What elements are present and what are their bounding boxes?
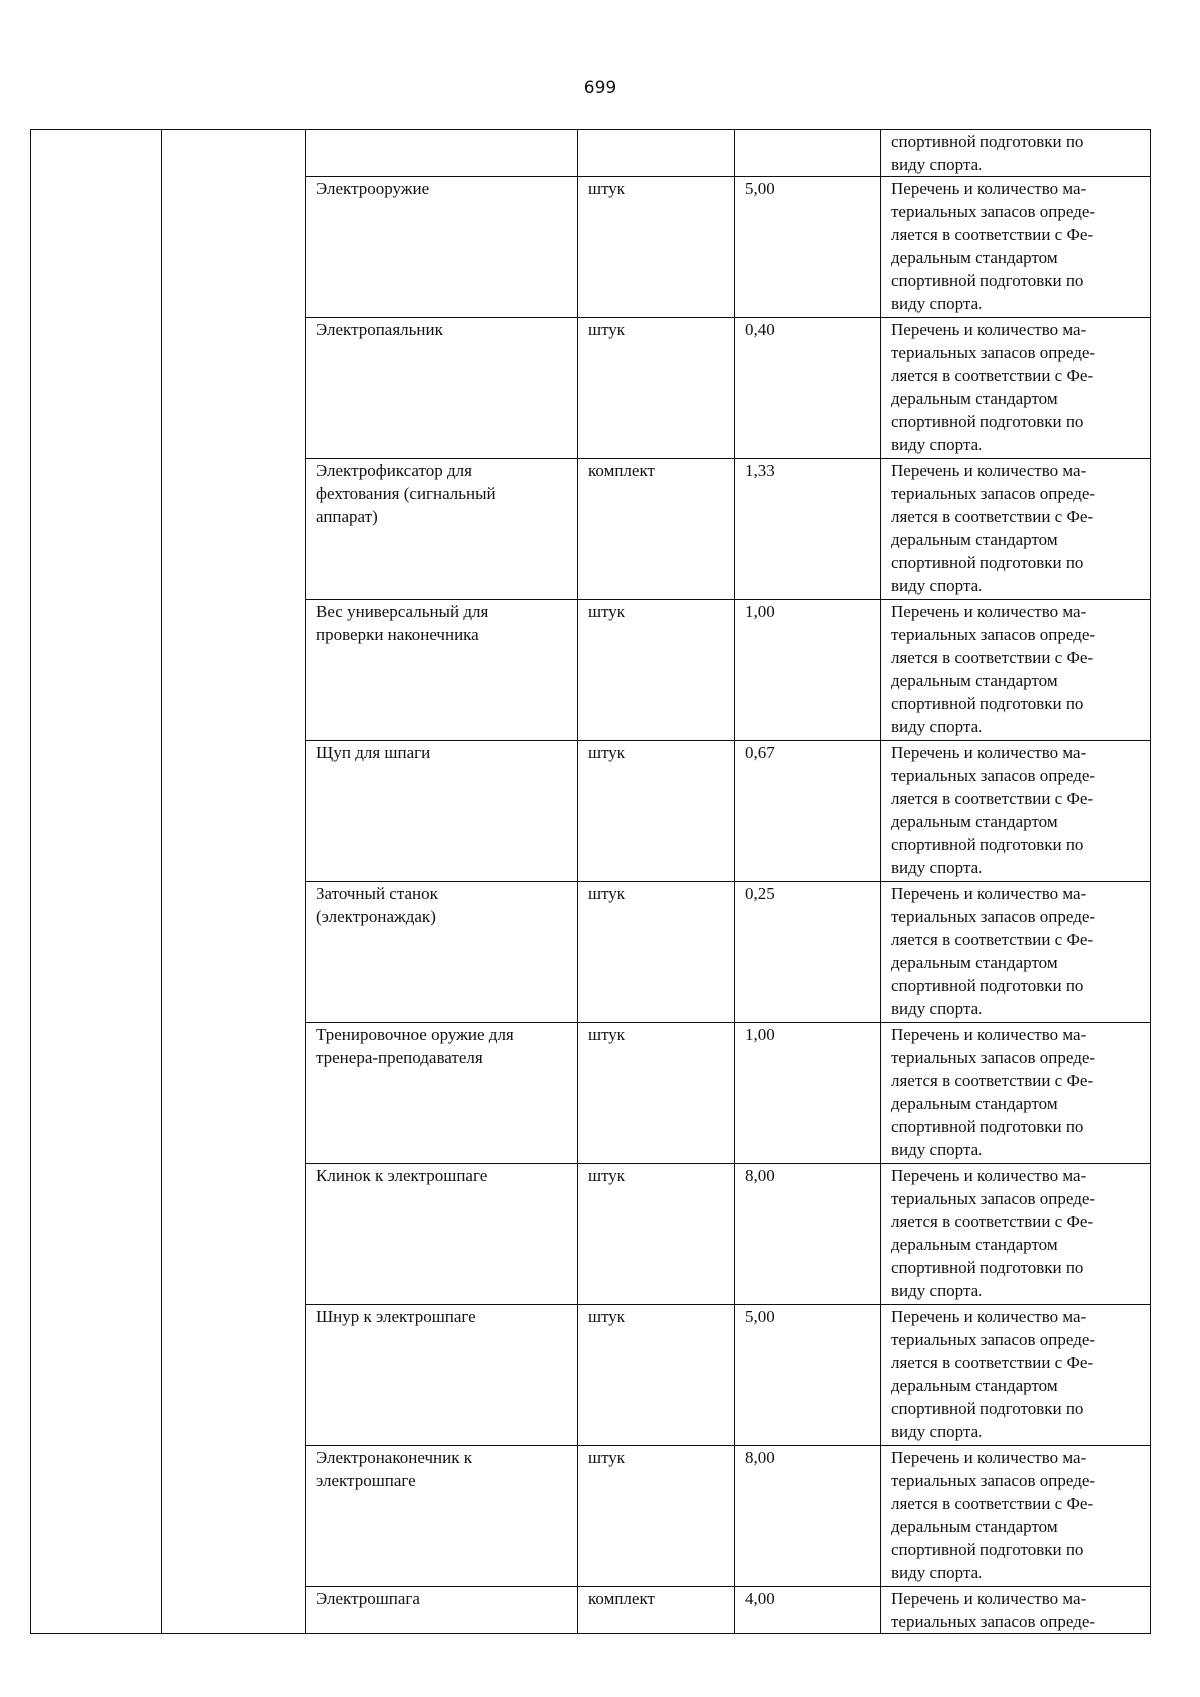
- note-line: виду спорта.: [891, 717, 983, 736]
- note-line: ляется в соответствии с Фе-: [891, 1494, 1094, 1513]
- note-line: ляется в соответствии с Фе-: [891, 1212, 1094, 1231]
- note-line: Перечень и количество ма-: [891, 320, 1087, 339]
- unit-cell: штук: [578, 177, 735, 318]
- note-line: виду спорта.: [891, 858, 983, 877]
- name-cell: [306, 177, 578, 318]
- item-name-line: аппарат): [316, 507, 378, 526]
- note-line: ляется в соответствии с Фе-: [891, 789, 1094, 808]
- note-line: спортивной подготовки по: [891, 412, 1084, 431]
- note-line: Перечень и количество ма-: [891, 602, 1087, 621]
- quantity-cell: 0,40: [735, 318, 881, 459]
- note-line: ляется в соответствии с Фе-: [891, 507, 1094, 526]
- note-cell: [881, 1164, 1151, 1305]
- name-cell: [306, 1446, 578, 1587]
- note-line: ляется в соответствии с Фе-: [891, 366, 1094, 385]
- note-line: спортивной подготовки по: [891, 1117, 1084, 1136]
- item-name-line: Шнур к электрошпаге: [316, 1307, 476, 1326]
- note-line: териальных запасов опреде-: [891, 202, 1096, 221]
- continuation-row: [31, 130, 1151, 177]
- item-name-line: Вес универсальный для: [316, 602, 489, 621]
- unit-cell: штук: [578, 882, 735, 1023]
- note-line: деральным стандартом: [891, 671, 1058, 690]
- name-cell: [306, 1023, 578, 1164]
- note-line: ляется в соответствии с Фе-: [891, 1353, 1094, 1372]
- note-line: териальных запасов опреде-: [891, 907, 1096, 926]
- item-name-line: фехтования (сигнальный: [316, 484, 496, 503]
- name-cell: [306, 459, 578, 600]
- quantity-cell: 5,00: [735, 177, 881, 318]
- note-line: виду спорта.: [891, 1422, 983, 1441]
- name-cell: [306, 1587, 578, 1634]
- note-cell: [881, 177, 1151, 318]
- item-name-line: Тренировочное оружие для: [316, 1025, 514, 1044]
- note-line: спортивной подготовки по: [891, 553, 1084, 572]
- note-line: виду спорта.: [891, 1281, 983, 1300]
- note-line: Перечень и количество ма-: [891, 1307, 1087, 1326]
- note-cell: [881, 741, 1151, 882]
- note-line: Перечень и количество ма-: [891, 884, 1087, 903]
- note-line: спортивной подготовки по: [891, 835, 1084, 854]
- note-line: териальных запасов опреде-: [891, 1612, 1096, 1631]
- item-name-line: тренера-преподавателя: [316, 1048, 483, 1067]
- quantity-cell: 1,00: [735, 600, 881, 741]
- note-line: деральным стандартом: [891, 1517, 1058, 1536]
- item-name-line: Электрофиксатор для: [316, 461, 472, 480]
- note-line: териальных запасов опреде-: [891, 625, 1096, 644]
- note-line: спортивной подготовки по: [891, 271, 1084, 290]
- note-line: ляется в соответствии с Фе-: [891, 1071, 1094, 1090]
- unit-cell: комплект: [578, 1587, 735, 1634]
- note-line: Перечень и количество ма-: [891, 1589, 1087, 1608]
- name-cell: [306, 741, 578, 882]
- quantity-cell: 0,67: [735, 741, 881, 882]
- name-cell: [306, 318, 578, 459]
- quantity-cell: 8,00: [735, 1164, 881, 1305]
- unit-cell: [578, 130, 735, 177]
- note-cell: [881, 1446, 1151, 1587]
- note-line: ляется в соответствии с Фе-: [891, 648, 1094, 667]
- note-cell: [881, 318, 1151, 459]
- note-line: деральным стандартом: [891, 812, 1058, 831]
- unit-cell: штук: [578, 1023, 735, 1164]
- merged-cell-col-1: [31, 130, 162, 1634]
- note-line: териальных запасов опреде-: [891, 1471, 1096, 1490]
- note-cell: [881, 1305, 1151, 1446]
- item-name-line: Щуп для шпаги: [316, 743, 431, 762]
- note-line: деральным стандартом: [891, 1094, 1058, 1113]
- item-name-line: Заточный станок: [316, 884, 438, 903]
- note-line: Перечень и количество ма-: [891, 743, 1087, 762]
- note-line: деральным стандартом: [891, 1376, 1058, 1395]
- equipment-table: [30, 129, 1151, 1634]
- table-body: [31, 130, 1151, 1634]
- note-line: спортивной подготовки по: [891, 976, 1084, 995]
- note-line: виду спорта.: [891, 576, 983, 595]
- item-name-line: проверки наконечника: [316, 625, 479, 644]
- note-line: деральным стандартом: [891, 389, 1058, 408]
- note-line: виду спорта.: [891, 999, 983, 1018]
- note-cell: [881, 1023, 1151, 1164]
- name-cell: [306, 600, 578, 741]
- item-name-line: Электрооружие: [316, 179, 430, 198]
- note-line: ляется в соответствии с Фе-: [891, 225, 1094, 244]
- quantity-cell: 5,00: [735, 1305, 881, 1446]
- note-cell: [881, 459, 1151, 600]
- note-cell: [881, 1587, 1151, 1634]
- note-line: Перечень и количество ма-: [891, 1166, 1087, 1185]
- note-line: виду спорта.: [891, 155, 983, 174]
- note-line: териальных запасов опреде-: [891, 1189, 1096, 1208]
- quantity-cell: 8,00: [735, 1446, 881, 1587]
- note-line: Перечень и количество ма-: [891, 179, 1087, 198]
- item-name-line: Электронаконечник к: [316, 1448, 472, 1467]
- unit-cell: штук: [578, 741, 735, 882]
- note-line: Перечень и количество ма-: [891, 461, 1087, 480]
- name-cell: [306, 1164, 578, 1305]
- unit-cell: комплект: [578, 459, 735, 600]
- note-line: спортивной подготовки по: [891, 1540, 1084, 1559]
- note-line: териальных запасов опреде-: [891, 343, 1096, 362]
- note-line: териальных запасов опреде-: [891, 484, 1096, 503]
- item-name-line: Электропаяльник: [316, 320, 443, 339]
- note-line: териальных запасов опреде-: [891, 1330, 1096, 1349]
- item-name-line: электрошпаге: [316, 1471, 416, 1490]
- note-line: Перечень и количество ма-: [891, 1025, 1087, 1044]
- quantity-cell: 1,00: [735, 1023, 881, 1164]
- quantity-cell: [735, 130, 881, 177]
- name-cell: [306, 1305, 578, 1446]
- item-name-line: Клинок к электрошпаге: [316, 1166, 488, 1185]
- unit-cell: штук: [578, 1305, 735, 1446]
- note-cell: [881, 882, 1151, 1023]
- item-name-line: (электронаждак): [316, 907, 436, 926]
- note-line: териальных запасов опреде-: [891, 766, 1096, 785]
- note-line: спортивной подготовки по: [891, 132, 1084, 151]
- unit-cell: штук: [578, 600, 735, 741]
- note-line: виду спорта.: [891, 435, 983, 454]
- note-cell: [881, 600, 1151, 741]
- note-line: спортивной подготовки по: [891, 1399, 1084, 1418]
- note-line: виду спорта.: [891, 1140, 983, 1159]
- note-line: виду спорта.: [891, 294, 983, 313]
- merged-cell-col-2: [162, 130, 306, 1634]
- page-number: 699: [583, 78, 617, 98]
- note-line: спортивной подготовки по: [891, 694, 1084, 713]
- item-name-line: Электрошпага: [316, 1589, 420, 1608]
- note-line: ляется в соответствии с Фе-: [891, 930, 1094, 949]
- note-line: деральным стандартом: [891, 1235, 1058, 1254]
- note-line: деральным стандартом: [891, 953, 1058, 972]
- note-line: Перечень и количество ма-: [891, 1448, 1087, 1467]
- note-line: деральным стандартом: [891, 248, 1058, 267]
- name-cell: [306, 130, 578, 177]
- note-cell: [881, 130, 1151, 177]
- quantity-cell: 4,00: [735, 1587, 881, 1634]
- note-line: териальных запасов опреде-: [891, 1048, 1096, 1067]
- name-cell: [306, 882, 578, 1023]
- note-line: виду спорта.: [891, 1563, 983, 1582]
- quantity-cell: 0,25: [735, 882, 881, 1023]
- note-line: деральным стандартом: [891, 530, 1058, 549]
- unit-cell: штук: [578, 1446, 735, 1587]
- note-line: спортивной подготовки по: [891, 1258, 1084, 1277]
- unit-cell: штук: [578, 1164, 735, 1305]
- unit-cell: штук: [578, 318, 735, 459]
- quantity-cell: 1,33: [735, 459, 881, 600]
